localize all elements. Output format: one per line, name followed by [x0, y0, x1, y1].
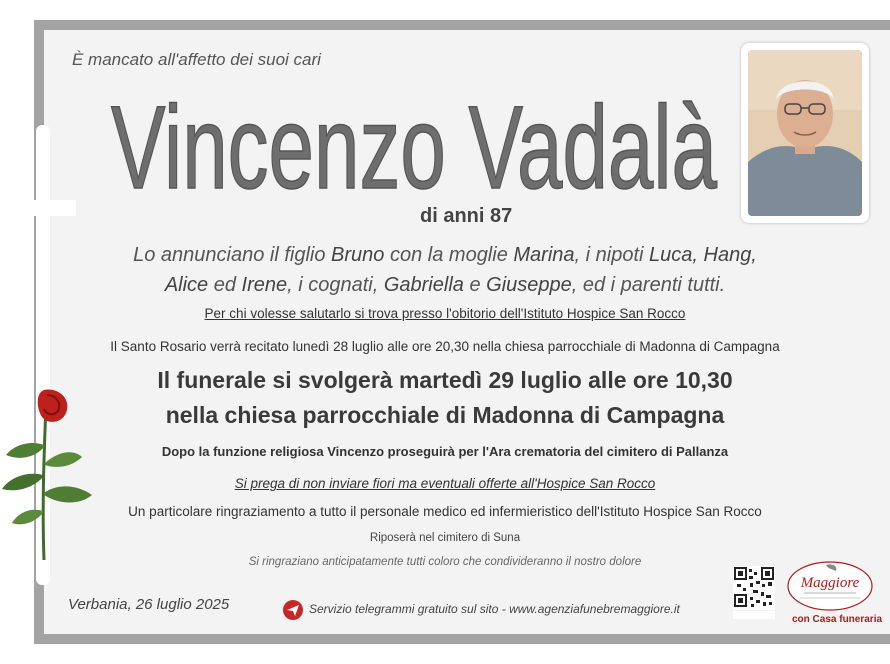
funeral-line-2: nella chiesa parrocchiale di Madonna di Campagna: [165, 402, 725, 428]
intro-text: È mancato all'affetto dei suoi cari: [72, 50, 321, 69]
portrait-photo: [748, 50, 862, 216]
casa-funeraria: con Casa funeraria: [792, 614, 883, 625]
svg-text:Maggiore: Maggiore: [800, 575, 860, 591]
thanks-staff: Un particolare ringraziamento a tutto il personale medico ed infermieristico dell'Istituto Hospice San Rocco: [128, 504, 762, 519]
visitation-text: Per chi volesse salutarlo si trova presso l'obitorio dell'Istituto Hospice San Rocco: [204, 306, 686, 321]
rosary-text: Il Santo Rosario verrà recitato lunedì 28 luglio alle ore 20,30 nella chiesa parrocchiale di Madonna di Campagna: [110, 339, 780, 354]
funeral-line-1: Il funerale si svolgerà martedì 29 luglio alle ore 10,30: [157, 367, 733, 393]
qr-code-icon[interactable]: [733, 566, 775, 610]
cremation-text: Dopo la funzione religiosa Vincenzo proseguirà per l'Ara crematoria del cimitero di Pallanza: [161, 444, 729, 459]
cross-bar: [10, 200, 76, 216]
burial-text: Riposerà nel cimitero di Suna: [369, 532, 521, 544]
qr-caption-bar: [733, 611, 775, 619]
announcement-line-2: Alice ed Irene, i cognati, Gabriella e Giuseppe, ed i parenti tutti.: [164, 274, 726, 296]
announcement-line-1: Lo annunciano il figlio Bruno con la moglie Marina, i nipoti Luca, Hang,: [133, 244, 757, 266]
telegram-service[interactable]: Servizio telegrammi gratuito sul sito - www.agenziafunebremaggiore.it: [309, 602, 680, 616]
maggiore-logo: [786, 559, 874, 613]
flowers-request: Si prega di non inviare fiori ma eventuali offerte all'Hospice San Rocco: [234, 476, 656, 491]
telegram-icon: [283, 600, 303, 620]
age-text: di anni 87: [420, 205, 513, 227]
svg-text:Vincenzo Vadalà: Vincenzo Vadalà: [111, 82, 718, 208]
deceased-name: [104, 78, 724, 208]
place-date: Verbania, 26 luglio 2025: [68, 596, 230, 613]
thanks-all: Si ringraziano anticipatamente tutti coloro che condivideranno il nostro dolore: [248, 556, 642, 568]
